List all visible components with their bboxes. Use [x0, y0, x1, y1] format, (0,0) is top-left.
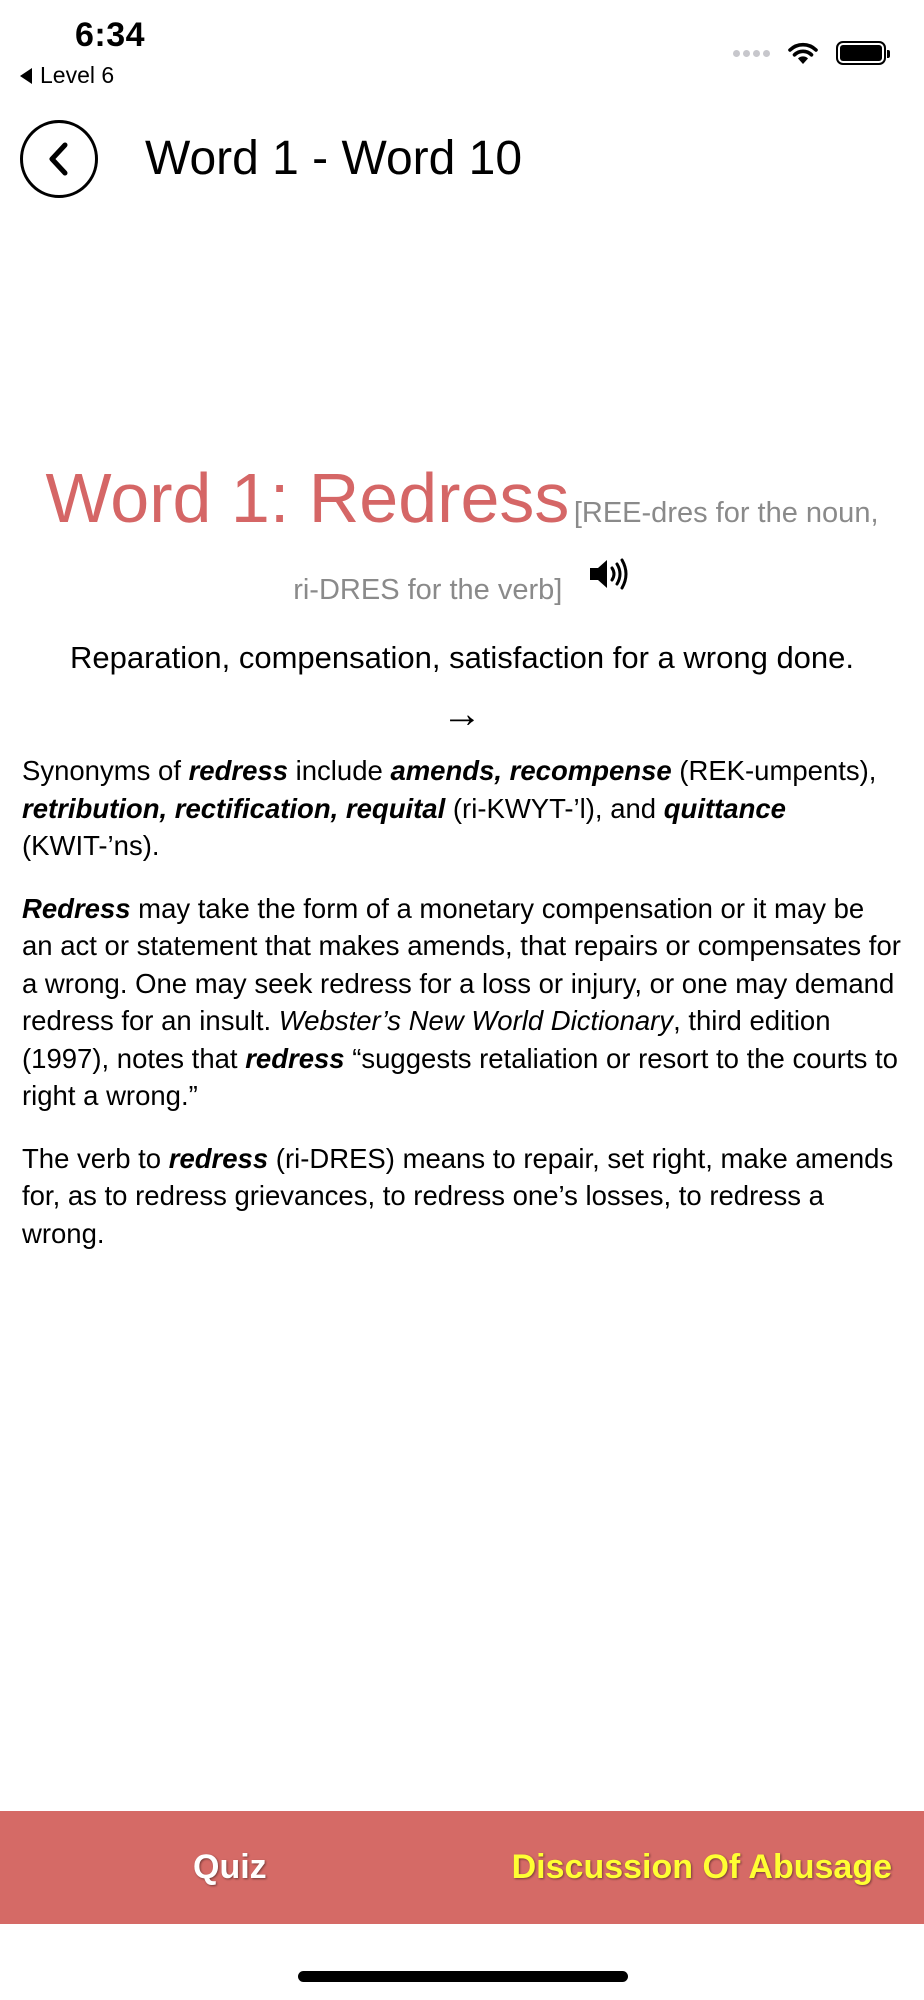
bottom-tab-bar — [0, 1811, 924, 1924]
pronunciation-line-1: [REE-dres for the noun, — [573, 497, 879, 529]
discussion-of-abusage-button[interactable]: Discussion Of Abusage — [511, 1848, 892, 1886]
speaker-icon[interactable] — [587, 557, 631, 617]
arrow-icon: → — [442, 692, 482, 736]
paragraph-verb: The verb to redress (ri-DRES) means to repair, set right, make amends for, as to redress grievances, to redress one’s losses, to redress a wrong. — [22, 1142, 894, 1249]
paragraph-usage: Redress may take the form of a monetary compensation or it may be an act or statement that makes amends, that repairs or compensates for a wrong. One may seek redress for a loss or injury, or one may demand redress for an insult. Webster’s New World Dictionary, third edition (1997), notes that redress “suggests retaliation or resort to the courts to right a wrong.” — [22, 892, 901, 1111]
definition: Reparation, compensation, satisfaction for a wrong done. — [69, 640, 855, 675]
cellular-signal-icon — [733, 50, 770, 57]
home-indicator[interactable] — [298, 1971, 628, 1982]
quiz-button[interactable]: Quiz — [193, 1848, 267, 1886]
paragraph-synonyms: Synonyms of redress include amends, recompense (REK-umpents), retribution, rectification, requital (ri-KWYT-’l), and quittance (KWIT-’ns). — [22, 755, 877, 861]
back-button[interactable] — [20, 120, 98, 198]
battery-icon — [836, 41, 886, 65]
wifi-icon — [786, 40, 820, 66]
back-triangle-icon — [20, 68, 32, 84]
word-title: Word 1: Redress — [45, 459, 570, 537]
status-time: 6:34 — [75, 16, 146, 54]
chevron-left-icon — [44, 140, 74, 178]
word-section — [20, 458, 904, 739]
status-icons — [733, 40, 886, 66]
pronunciation-line-2: ri-DRES for the verb] — [293, 574, 563, 606]
page-title: Word 1 - Word 10 — [145, 132, 523, 185]
explanation — [22, 752, 902, 1277]
back-app-label: Level 6 — [40, 62, 115, 88]
back-to-app-link[interactable] — [20, 62, 114, 89]
